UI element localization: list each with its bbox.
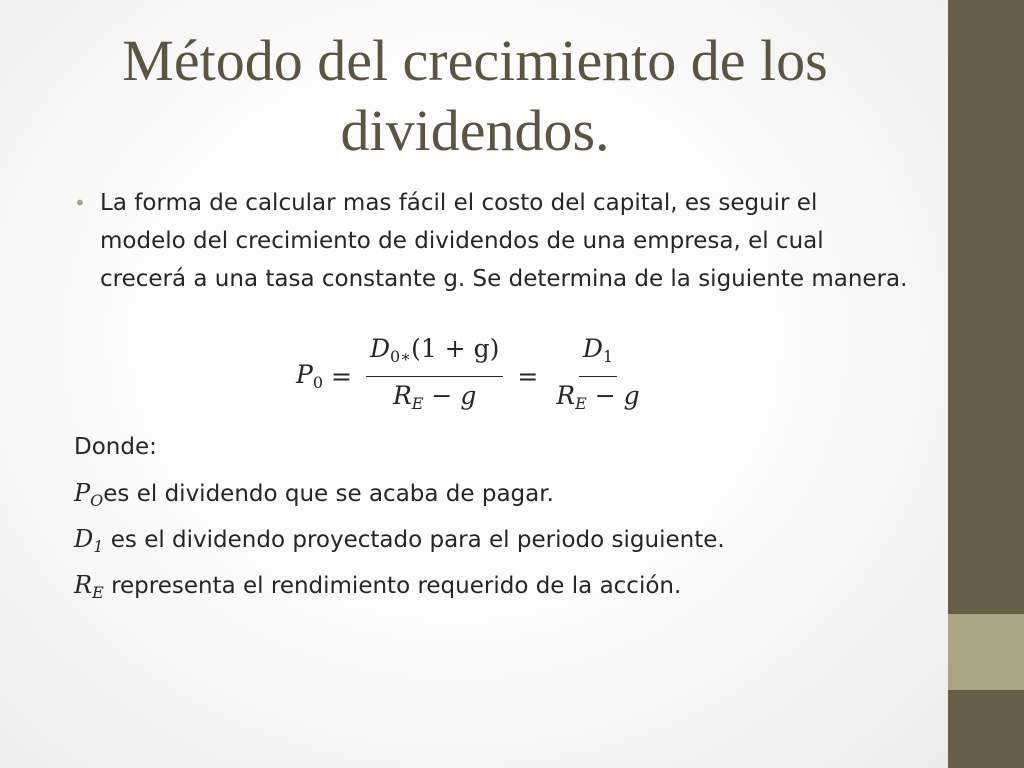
fraction-1-denominator: $R_E - g$	[392, 380, 477, 413]
slide-title-line-2: dividendos.	[340, 98, 610, 163]
donde-label: Donde:	[74, 434, 157, 460]
definition-text: es el dividendo proyectado para el periodo siguiente.	[103, 527, 725, 553]
definition-d1	[74, 516, 914, 562]
formula-fraction-1	[366, 334, 503, 419]
fraction-2-denominator: $R_E - g$	[556, 380, 640, 413]
definition-symbol: $R_E$	[74, 571, 104, 602]
fraction-2-numerator: $D_1$	[579, 334, 617, 377]
slide-title	[60, 26, 890, 166]
definition-p0	[74, 470, 914, 516]
definition-symbol: $P_O$	[74, 479, 104, 510]
slide-body	[74, 184, 914, 298]
formula-equals-1: =	[331, 361, 352, 391]
definition-re	[74, 562, 914, 608]
bullet-item	[74, 184, 914, 298]
formula-lhs: $P_0$	[296, 360, 324, 392]
fraction-1-numerator: $D_{0∗}(1 + g)$	[366, 334, 503, 377]
formula-fraction-2	[552, 334, 643, 419]
definitions-block	[74, 424, 914, 608]
bullet-icon: •	[74, 191, 86, 215]
sidebar-accent-block	[948, 614, 1024, 690]
definition-text: representa el rendimiento requerido de la acción.	[103, 573, 682, 599]
definition-symbol: $D_1$	[74, 525, 104, 556]
definition-text: es el dividendo que se acaba de pagar.	[103, 481, 554, 507]
formula-equals-2: =	[517, 361, 539, 391]
gordon-growth-formula	[296, 333, 650, 416]
slide-title-line-1: Método del crecimiento de los	[122, 28, 828, 93]
bullet-text: La forma de calcular mas fácil el costo del capital, es seguir el modelo del crecimiento de dividendos de una empresa, el cual crecerá a una tasa constante g. Se determina de la siguiente manera.	[100, 190, 908, 292]
